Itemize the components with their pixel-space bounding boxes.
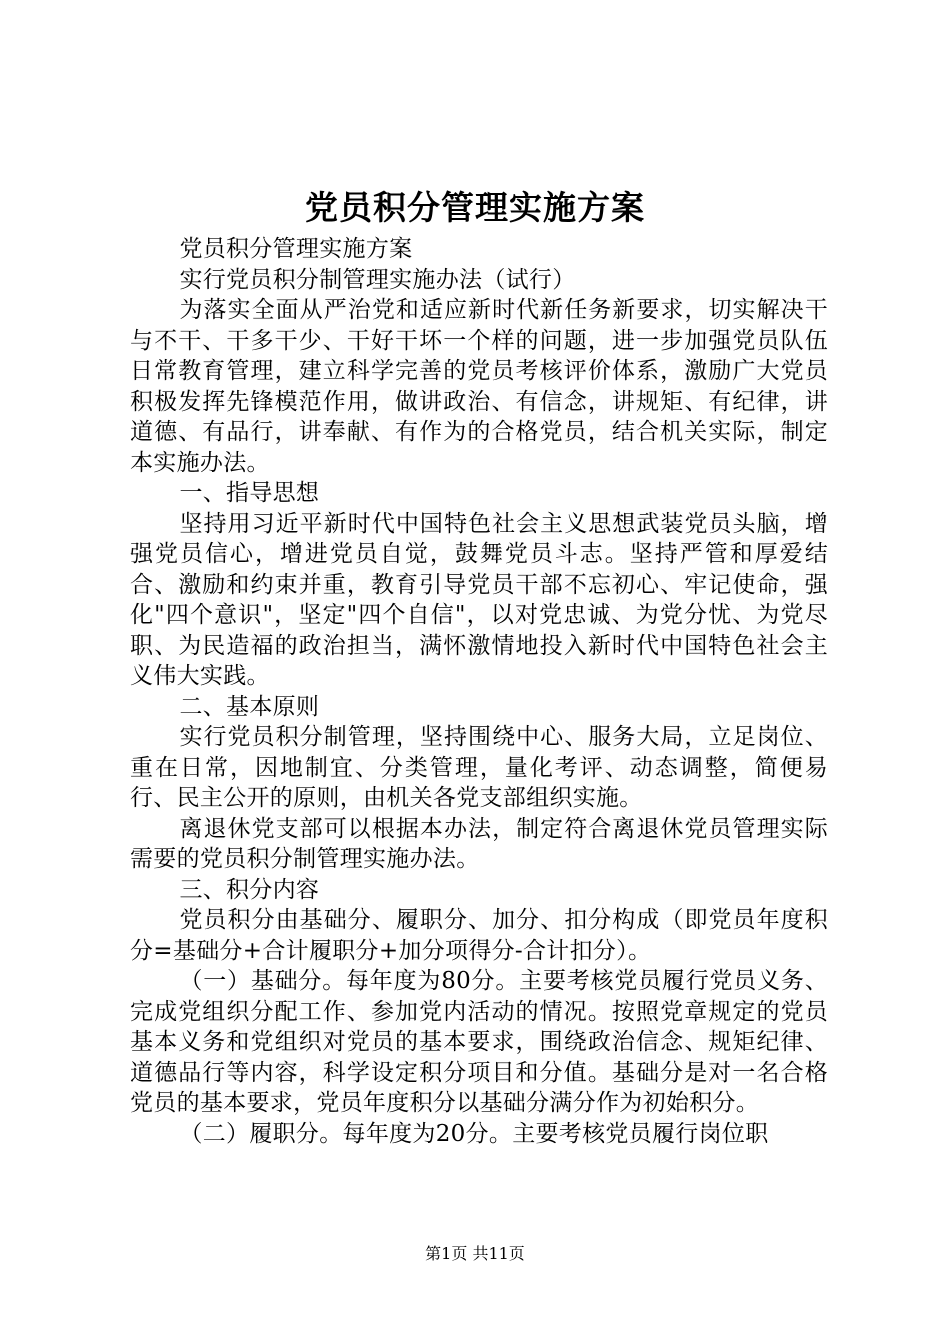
document-body <box>130 234 828 1149</box>
section-heading: 三、积分内容 <box>179 876 320 903</box>
paragraph: 离退休党支部可以根据本办法，制定符合离退休党员管理实际需要的党员积分制管理实施办法。 <box>130 815 828 872</box>
paragraph: 实行党员积分制管理，坚持围绕中心、服务大局，立足岗位、重在日常，因地制宜、分类管理，量化考评、动态调整，简便易行、民主公开的原则，由机关各党支部组织实施。 <box>130 724 828 811</box>
paragraph: 党员积分由基础分、履职分、加分、扣分构成（即党员年度积分=基础分+合计履职分+加分项得分-合计扣分）。 <box>130 907 828 964</box>
section-heading: 二、基本原则 <box>179 693 320 720</box>
paragraph: 党员积分管理实施方案 <box>179 236 413 262</box>
paragraph: 实行党员积分制管理实施办法（试行） <box>179 266 576 293</box>
paragraph: 坚持用习近平新时代中国特色社会主义思想武装党员头脑，增强党员信心，增进党员自觉，鼓舞党员斗志。坚持严管和厚爱结合、激励和约束并重，教育引导党员干部不忘初心、牢记使命，强化"四个意识"，坚定"四个自信"，以对党忠诚、为党分忧、为党尽职、为民造福的政治担当，满怀激情地投入新时代中国特色社会主义伟大实践。 <box>130 510 828 689</box>
paragraph: （二）履职分。每年度为20分。主要考核党员履行岗位职 <box>179 1120 769 1147</box>
page-footer: 第1页 共11页 <box>425 1244 525 1263</box>
document-title: 党员积分管理实施方案 <box>305 188 645 227</box>
paragraph: 为落实全面从严治党和适应新时代新任务新要求，切实解决干与不干、干多干少、干好干坏一个样的问题，进一步加强党员队伍日常教育管理，建立科学完善的党员考核评价体系，激励广大党员积极发挥先锋模范作用，做讲政治、有信念，讲规矩、有纪律，讲道德、有品行，讲奉献、有作为的合格党员，结合机关实际，制定本实施办法。 <box>130 297 828 476</box>
section-heading: 一、指导思想 <box>179 480 320 506</box>
paragraph: （一）基础分。每年度为80分。主要考核党员履行党员义务、完成党组织分配工作、参加党内活动的情况。按照党章规定的党员基本义务和党组织对党员的基本要求，围绕政治信念、规矩纪律、道德品行等内容，科学设定积分项目和分值。基础分是对一名合格党员的基本要求，党员年度积分以基础分满分作为初始积分。 <box>130 968 828 1116</box>
